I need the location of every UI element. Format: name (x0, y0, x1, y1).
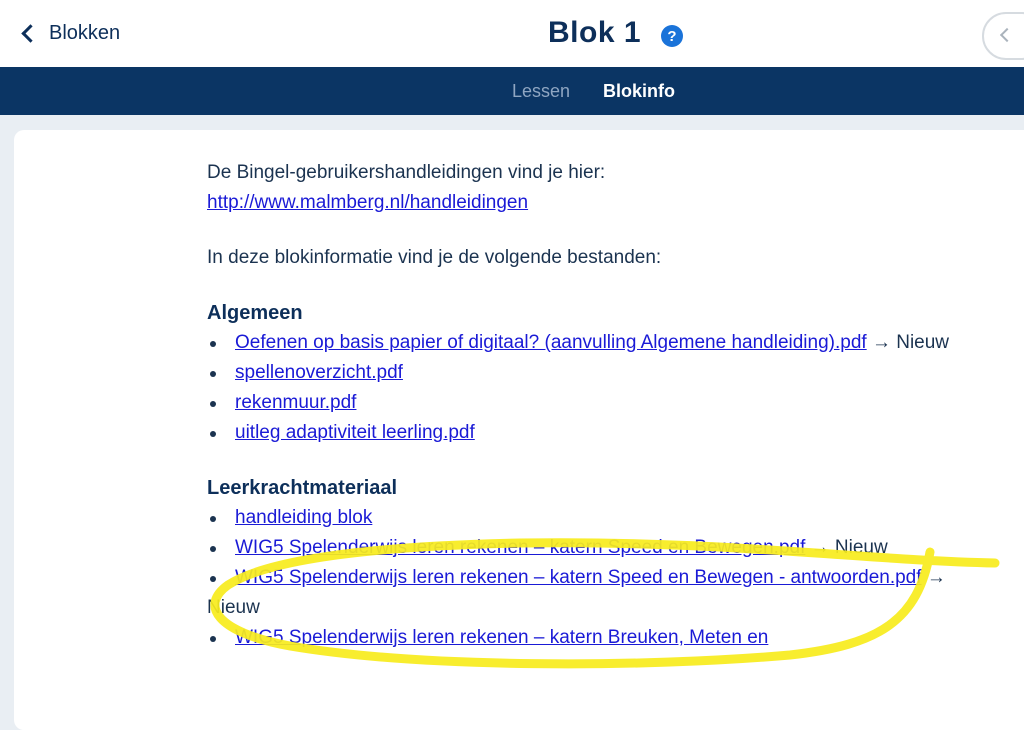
file-list-leerkrachtmateriaal (207, 503, 987, 653)
file-link[interactable]: WIG5 Spelenderwijs leren rekenen – katern Speed en Bewegen.pdf (235, 537, 806, 558)
file-list-algemeen (207, 328, 987, 448)
blokinfo-content (207, 158, 987, 653)
top-bar (0, 0, 1024, 67)
file-link[interactable]: uitleg adaptiviteit leerling.pdf (235, 422, 475, 443)
list-item (207, 358, 987, 388)
list-item (207, 418, 987, 448)
file-link[interactable]: rekenmuur.pdf (235, 392, 357, 413)
back-label: Blokken (49, 22, 121, 44)
files-intro: In deze blokinformatie vind je de volgende bestanden: (207, 247, 662, 268)
back-button[interactable] (20, 22, 120, 45)
new-label: → Nieuw (866, 332, 950, 353)
new-label: → Nieuw (805, 537, 888, 558)
file-link[interactable]: WIG5 Spelenderwijs leren rekenen – katern Breuken, Meten en (235, 627, 769, 648)
tab-lessen[interactable]: Lessen (512, 81, 571, 101)
section-heading-leerkrachtmateriaal: Leerkrachtmateriaal (207, 477, 398, 499)
list-item (207, 533, 987, 563)
tab-blokinfo[interactable]: Blokinfo (603, 81, 675, 101)
chevron-left-icon (21, 24, 39, 42)
question-circle-icon[interactable]: ? (661, 25, 683, 47)
list-item (207, 503, 987, 533)
file-link[interactable]: Oefenen op basis papier of digitaal? (aanvulling Algemene handleiding).pdf (235, 332, 867, 353)
new-label: → Nieuw (207, 567, 946, 618)
file-link[interactable]: WIG5 Spelenderwijs leren rekenen – katern Speed en Bewegen - antwoorden.pdf (235, 567, 922, 588)
page-title: Blok 1 (548, 16, 642, 49)
section-heading-algemeen: Algemeen (207, 302, 303, 324)
intro-text: De Bingel-gebruikershandleidingen vind je hier: (207, 162, 606, 183)
file-link[interactable]: handleiding blok (235, 507, 373, 528)
chevron-left-icon (1000, 28, 1014, 42)
manuals-link[interactable]: http://www.malmberg.nl/handleidingen (207, 192, 529, 213)
file-link[interactable]: spellenoverzicht.pdf (235, 362, 403, 383)
side-panel-button[interactable] (982, 12, 1024, 60)
list-item (207, 563, 987, 623)
list-item (207, 328, 987, 358)
list-item (207, 388, 987, 418)
tab-bar (0, 67, 1024, 115)
list-item (207, 623, 987, 653)
